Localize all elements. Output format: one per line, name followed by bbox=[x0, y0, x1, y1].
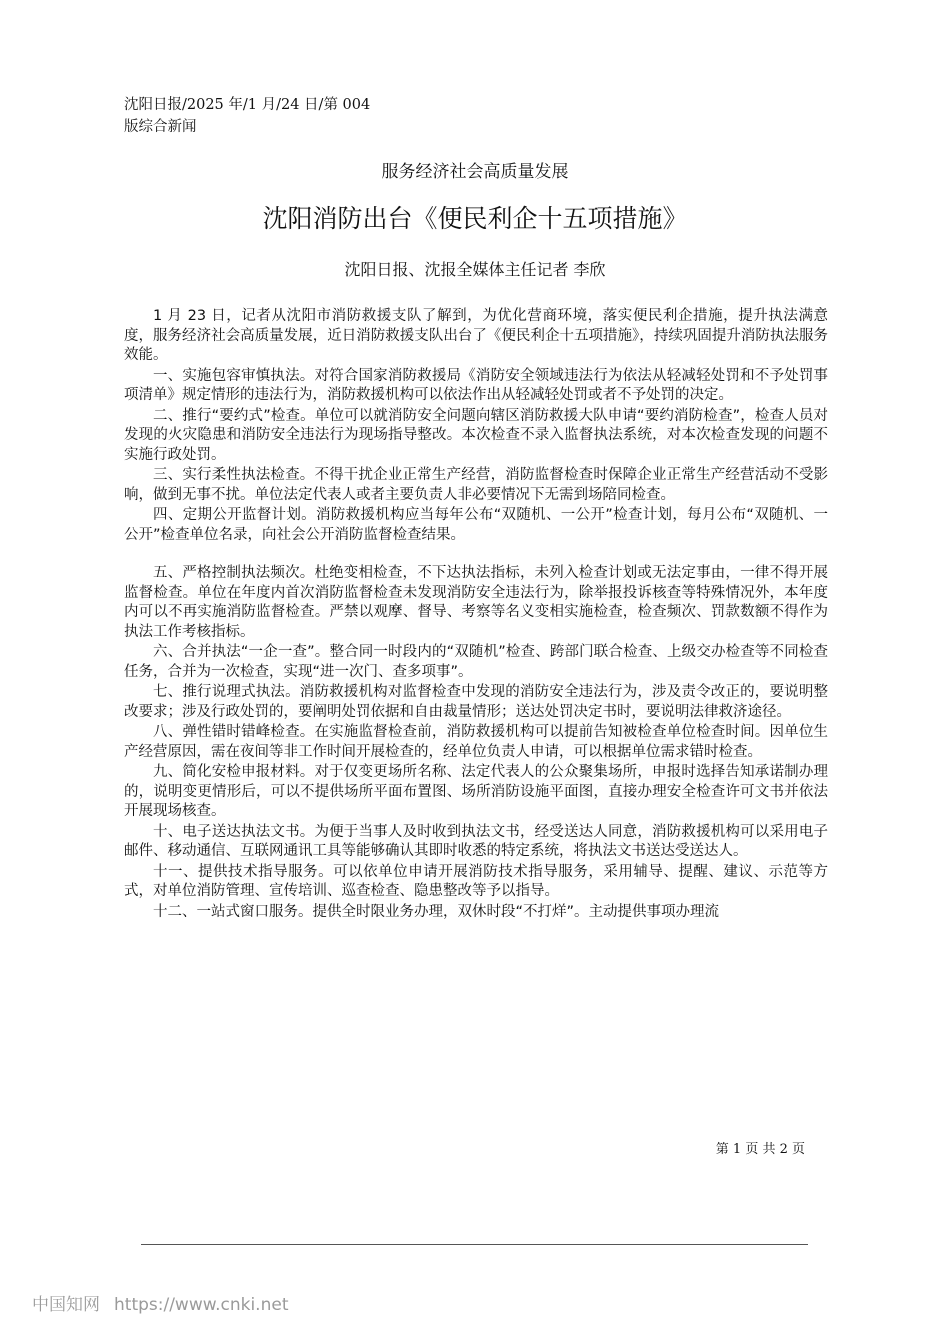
paragraph-intro: 1 月 23 日，记者从沈阳市消防救援支队了解到，为优化营商环境，落实便民利企措施，提升执法满意度，服务经济社会高质量发展，近日消防救援支队出台了《便民利企十五项措施》，持续巩固提升消防执法服务效能。 bbox=[124, 308, 828, 363]
article-kicker: 服务经济社会高质量发展 bbox=[381, 162, 569, 182]
paragraph-measure-2: 二、推行“要约式”检查。单位可以就消防安全问题向辖区消防救援大队申请“要约消防检查”，检查人员对发现的火灾隐患和消防安全违法行为现场指导整改。本次检查不录入监督执法系统，对本次检查发现的问题不实施行政处罚。 bbox=[124, 407, 828, 463]
paragraph-measure-8: 八、弹性错时错峰检查。在实施监督检查前，消防救援机构可以提前告知被检查单位检查时间。因单位生产经营原因，需在夜间等非工作时间开展检查的，经单位负责人申请，可以根据单位需求错时检查。 bbox=[124, 724, 828, 760]
article-title: 沈阳消防出台《便民利企十五项措施》 bbox=[262, 204, 688, 233]
cnki-site-url: https://www.cnki.net bbox=[114, 1295, 289, 1315]
footer-divider bbox=[141, 1244, 808, 1245]
cnki-site-name: 中国知网 bbox=[32, 1295, 100, 1315]
article-body bbox=[124, 307, 828, 923]
paragraph-measure-7: 七、推行说理式执法。消防救援机构对监督检查中发现的消防安全违法行为，涉及责令改正的，要说明整改要求；涉及行政处罚的，要阐明处罚依据和自由裁量情形；送达处罚决定书时，要说明法律救济途径。 bbox=[124, 684, 828, 720]
article-byline: 沈阳日报、沈报全媒体主任记者 李欣 bbox=[344, 260, 606, 279]
paragraph-measure-3: 三、实行柔性执法检查。不得干扰企业正常生产经营，消防监督检查时保障企业正常生产经营活动不受影响，做到无事不扰。单位法定代表人或者主要负责人非必要情况下无需到场陪同检查。 bbox=[124, 467, 828, 503]
source-line-1: 沈阳日报/2025 年/1 月/24 日/第 004 bbox=[124, 97, 371, 113]
paragraph-measure-10: 十、电子送达执法文书。为便于当事人及时收到执法文书，经受送达人同意，消防救援机构可以采用电子邮件、移动通信、互联网通讯工具等能够确认其即时收悉的特定系统，将执法文书送达受送达人。 bbox=[124, 823, 828, 859]
paragraph-measure-1: 一、实施包容审慎执法。对符合国家消防救援局《消防安全领域违法行为依法从轻减轻处罚和不予处罚事项清单》规定情形的违法行为，消防救援机构可以依法作出从轻减轻处罚或者不予处罚的决定。 bbox=[124, 367, 828, 403]
cnki-watermark bbox=[32, 1293, 302, 1317]
source-citation bbox=[124, 94, 394, 138]
paragraph-measure-11: 十一、提供技术指导服务。可以依单位申请开展消防技术指导服务，采用辅导、提醒、建议、示范等方式，对单位消防管理、宣传培训、巡查检查、隐患整改等予以指导。 bbox=[124, 863, 828, 899]
paragraph-measure-9: 九、简化安检申报材料。对于仅变更场所名称、法定代表人的公众聚集场所，申报时选择告知承诺制办理的，说明变更情形后，可以不提供场所平面布置图、场所消防设施平面图，直接办理安全检查许可文书并依法开展现场核查。 bbox=[124, 764, 828, 819]
paragraph-measure-6: 六、合并执法“一企一查”。整合同一时段内的“双随机”检查、跨部门联合检查、上级交办检查等不同检查任务，合并为一次检查，实现“进一次门、查多项事”。 bbox=[124, 644, 828, 680]
page-number: 第 1 页 共 2 页 bbox=[715, 1142, 805, 1157]
paragraph-measure-4: 四、定期公开监督计划。消防救援机构应当每年公布“双随机、一公开”检查计划，每月公布“双随机、一公开”检查单位名录，向社会公开消防监督检查结果。 bbox=[124, 507, 828, 543]
paragraph-measure-5: 五、严格控制执法频次。杜绝变相检查，不下达执法指标，未列入检查计划或无法定事由，一律不得开展监督检查。单位在年度内首次消防监督检查未发现消防安全违法行为，除举报投诉核查等特殊情况外，本年度内可以不再实施消防监督检查。严禁以观摩、督导、考察等名义变相实施检查，检查频次、罚款数额不得作为执法工作考核指标。 bbox=[124, 565, 828, 640]
paragraph-measure-12: 十二、一站式窗口服务。提供全时限业务办理，双休时段“不打烊”。主动提供事项办理流 bbox=[153, 903, 720, 920]
source-line-2: 版综合新闻 bbox=[124, 119, 197, 135]
